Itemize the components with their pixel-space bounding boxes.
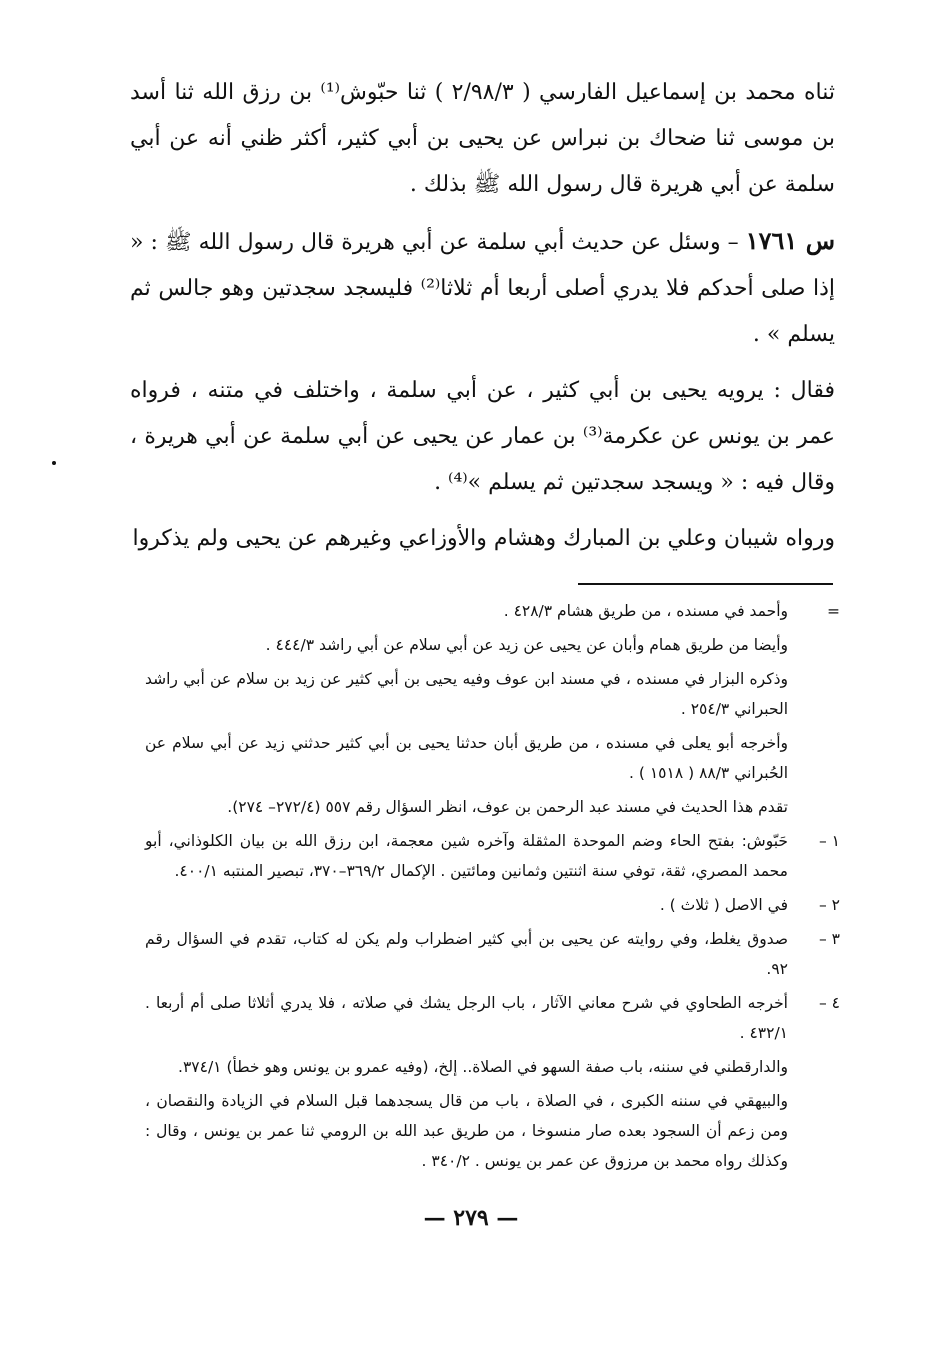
footnote-marker: ٣ – [818,930,840,948]
footnote-text: أخرجه الطحاوي في شرح معاني الآثار ، باب الرجل يشك في صلاته ، فلا يدري أثلاثا صلى أم أربعا . ٤٣٢/١ . [145,994,788,1042]
footnotes [145,596,840,1180]
footnote-text: والبيهقي في سننه الكبرى ، في الصلاة ، باب من قال يسجدهما قبل السلام في الزيادة والنقصان ، ومن زعم أن السجود بعده صار منسوخا ، من طريق عبد الله بن الرومي ثنا عمر بن يونس ، وقال : وكذلك رواه محمد بن مرزوق عن عمر بن يونس . ٣٤٠/٢ . [145,1092,788,1170]
footnote-separator [578,583,833,585]
question-text: – وسئل عن حديث أبي سلمة عن أبي هريرة قال رسول الله ﷺ : « إذا صلى أحدكم فلا يدري أصلى أربعا أم ثلاثا⁽²⁾ فليسجد سجدتين وهو جالس ثم يسلم » . [130,230,835,347]
footnote-body [145,826,788,886]
footnote-body [145,924,788,984]
main-paragraph-1: ثناه محمد بن إسماعيل الفارسي ( ٢/٩٨/٣ ) ثنا حبّوش⁽¹⁾ بن رزق الله ثنا أسد بن موسى ثنا ضحاك بن نبراس عن يحيى بن أبي كثير، أكثر ظني أنه عن أبي سلمة عن أبي هريرة قال رسول الله ﷺ بذلك . [130,80,836,197]
footnote-text: صدوق يغلط، وفي روايته عن يحيى بن أبي كثير اضطراب ولم يكن له كتاب، تقدم في السؤال رقم ٩٢. [145,930,788,978]
footnote-marker: = [827,602,840,620]
main-paragraph-2 [130,218,835,358]
footnote-marker: ١ – [818,832,840,850]
footnote-text: والدارقطني في سننه، باب صفة السهو في الصلاة.. إلخ، (وفيه عمرو بن يونس وهو خطأ) ٣٧٤/١. [178,1058,788,1076]
footnote [145,988,840,1176]
footnote-marker: ٢ – [818,896,840,914]
page-number: — ٢٧٩ — [423,1205,519,1231]
footnote-body [145,988,788,1176]
footnote-text: وأيضا من طريق همام وأبان عن يحيى عن زيد عن أبي سلام عن أبي راشد ٤٤٤/٣ . [265,636,788,654]
footnote [145,924,840,984]
footnote-marker: ٤ – [818,994,840,1012]
footnote [145,596,840,822]
footnote-text: حَبّوش: بفتح الحاء وضم الموحدة المثقلة وآخره شين معجمة، ابن رزق الله بن بيان الكلوذاني، أبو محمد المصري، ثقة، توفي سنة اثنتين وثمانين ومائتين . الإكمال ٣٦٩/٢–٣٧٠، تبصير المنتبه ٤٠٠/١. [145,832,788,880]
footnote [145,890,840,920]
footnote-text: وأحمد في مسنده ، من طريق هشام ٤٢٨/٣ . [503,602,788,620]
footnote-body [145,890,788,920]
footnote-text: تقدم هذا الحديث في مسند عبد الرحمن بن عوف، انظر السؤال رقم ٥٥٧ (٢٧٢/٤– ٢٧٤). [227,798,788,816]
margin-dot [52,461,56,465]
footnote-text: وذكره البزار في مسنده ، في مسند ابن عوف وفيه يحيى بن أبي كثير عن زيد بن سلام عن أبي راشد الحبراني ٢٥٤/٣ . [145,670,788,718]
footnote-text: في الاصل ( ثلاث ) . [659,896,788,914]
main-paragraph-3: فقال : يرويه يحيى بن أبي كثير ، عن أبي سلمة ، واختلف في متنه ، فرواه عمر بن يونس عن عكرمة⁽³⁾ بن عمار عن يحيى عن أبي سلمة عن أبي هريرة ، وقال فيه : « ويسجد سجدتين ثم يسلم »⁽⁴⁾ . [130,378,835,495]
footnote [145,826,840,886]
main-text [130,70,835,572]
footnote-body [145,596,788,822]
main-paragraph-4: ورواه شيبان وعلي بن المبارك وهشام والأوزاعي وغيرهم عن يحيى ولم يذكروا [132,526,835,551]
footnote-text: وأخرجه أبو يعلى في مسنده ، من طريق أبان حدثنا يحيى بن أبي كثير حدثني زيد عن أبي سلام عن الحُبراني ٨٨/٣ ( ١٥١٨ ) . [145,734,788,782]
question-number: س ١٧٦١ [745,226,835,255]
